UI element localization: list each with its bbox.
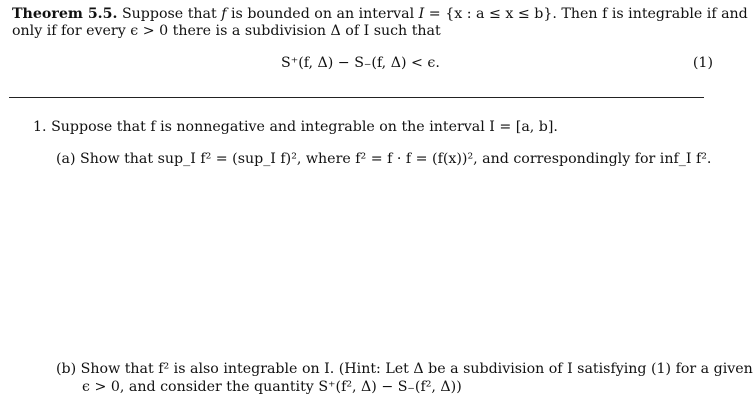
- equation-number: (1): [692, 55, 713, 71]
- problem-1a-label: (a): [56, 151, 76, 167]
- theorem-text-b: is bounded on an interval: [231, 6, 415, 22]
- theorem-line-1: [12, 5, 748, 23]
- theorem-interval-symbol: I: [418, 6, 425, 22]
- problem-1-number: 1.: [33, 119, 47, 135]
- problem-1b-text-line-2: ϵ > 0, and consider the quantity S⁺(f², Δ) − S₋(f², Δ)): [82, 379, 462, 395]
- theorem-f-symbol: f: [221, 6, 227, 22]
- problem-1a-text: Show that sup_I f² = (sup_I f)², where f² = f · f = (f(x))², and correspondingly for inf_I f².: [80, 151, 712, 167]
- problem-1b-label: (b): [56, 361, 77, 377]
- theorem-interval-definition: = {x : a ≤ x ≤ b}: [424, 6, 553, 22]
- theorem-text-a: Suppose that: [121, 6, 217, 22]
- problem-1b: [56, 360, 753, 378]
- problem-1-text: Suppose that f is nonnegative and integrable on the interval I = [a, b].: [51, 119, 558, 135]
- theorem-equation: S⁺(f, Δ) − S₋(f, Δ) < ϵ.: [281, 55, 440, 71]
- problem-1a: [56, 150, 711, 168]
- problem-1b-text-line-1: Show that f² is also integrable on I. (Hint: Let Δ be a subdivision of I satisfying (1) for a given: [80, 361, 753, 377]
- section-divider: [9, 97, 704, 98]
- theorem-line-2: only if for every ϵ > 0 there is a subdivision Δ of I such that: [12, 23, 441, 39]
- problem-1: [33, 118, 558, 136]
- theorem-label: Theorem 5.5.: [12, 6, 118, 22]
- theorem-text-c: . Then f is integrable if and: [552, 6, 748, 22]
